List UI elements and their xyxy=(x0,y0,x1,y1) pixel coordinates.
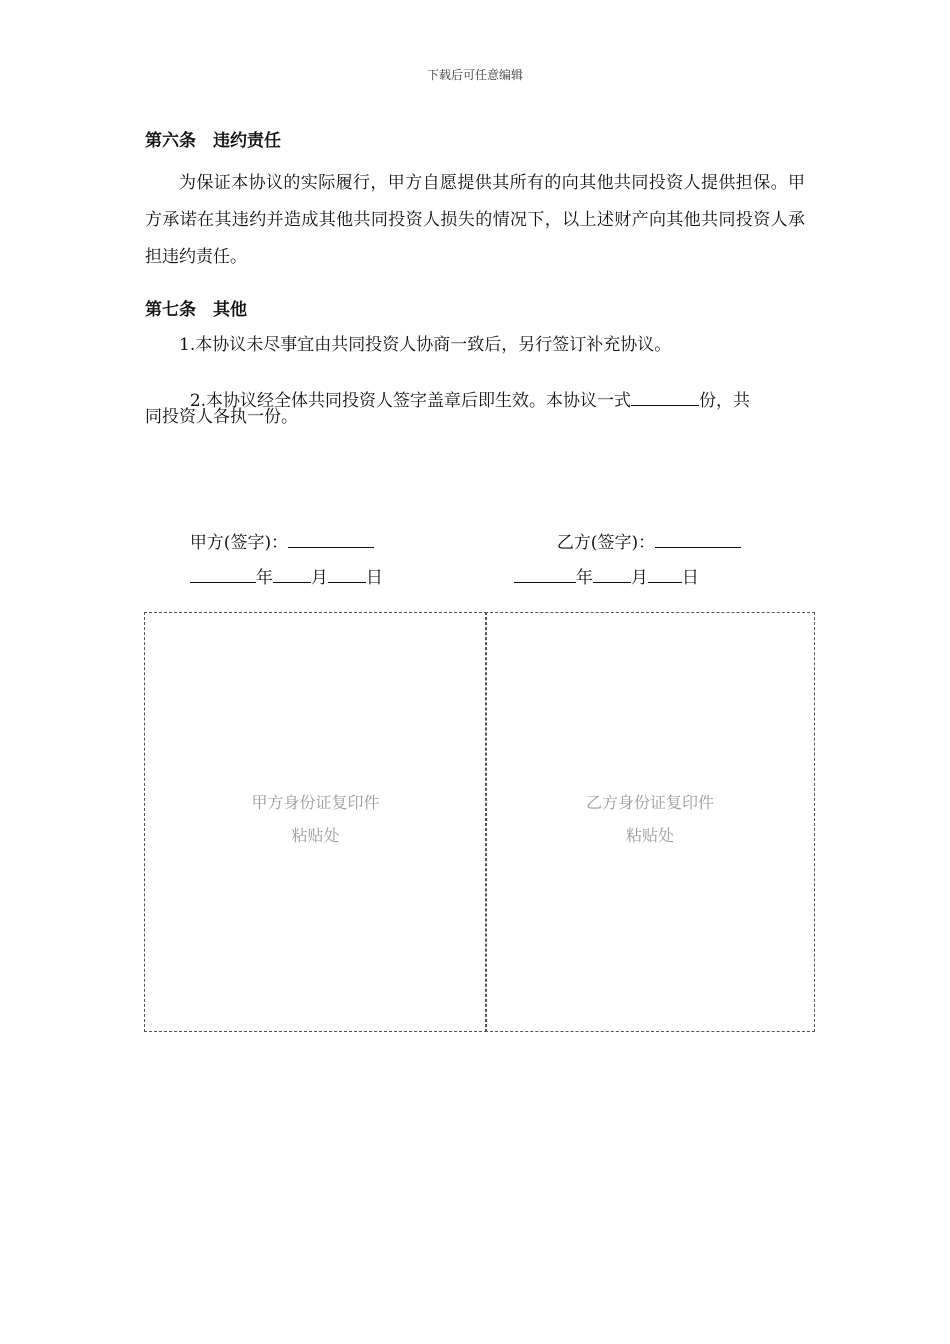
party-a-year-blank[interactable] xyxy=(190,566,256,583)
page-header: 下载后可任意编辑 xyxy=(426,68,523,82)
party-b-year-label: 年 xyxy=(575,568,593,588)
party-b-month-label: 月 xyxy=(630,568,648,588)
party-b-day-label: 日 xyxy=(681,568,699,588)
article-6-paragraph: 为保证本协议的实际履行，甲方自愿提供其所有的向其他共同投资人提供担保。甲方承诺在其违约并造成其他共同投资人损失的情况下，以上述财产向其他共同投资人承担违约责任。 xyxy=(145,173,805,267)
party-a-day-label: 日 xyxy=(365,568,383,588)
article-7-item-1: 1.本协议未尽事宜由共同投资人协商一致后，另行签订补充协议。 xyxy=(179,335,672,355)
party-a-month-label: 月 xyxy=(310,568,328,588)
item-2-text-before: 2.本协议经全体共同投资人签字盖章后即生效。本协议一式 xyxy=(189,391,632,411)
article-6-heading: 第六条 违约责任 xyxy=(145,131,281,151)
party-a-day-blank[interactable] xyxy=(328,566,366,583)
party-b-month-blank[interactable] xyxy=(593,566,631,583)
article-7-item-2-continued: 同投资人各执一份。 xyxy=(145,407,298,427)
party-b-year-blank[interactable] xyxy=(514,566,576,583)
item-2-text-after: 份，共 xyxy=(699,391,751,411)
copies-count-blank[interactable] xyxy=(631,389,699,406)
party-b-day-blank[interactable] xyxy=(648,566,682,583)
party-b-date-row xyxy=(503,543,699,588)
party-b-id-paste-box xyxy=(485,612,815,1032)
party-b-signature-label: 乙方(签字)： xyxy=(556,533,656,553)
article-7-heading: 第七条 其他 xyxy=(145,300,247,320)
party-b-id-box-sublabel: 粘贴处 xyxy=(625,826,674,845)
party-a-id-box-label: 甲方身份证复印件 xyxy=(251,793,380,812)
party-a-year-label: 年 xyxy=(255,568,273,588)
party-b-id-box-label: 乙方身份证复印件 xyxy=(585,793,714,812)
party-a-date-row xyxy=(179,543,383,588)
party-a-month-blank[interactable] xyxy=(273,566,311,583)
party-a-signature-label: 甲方(签字)： xyxy=(189,533,289,553)
party-a-id-paste-box xyxy=(144,612,487,1032)
party-a-id-box-sublabel: 粘贴处 xyxy=(291,826,340,845)
